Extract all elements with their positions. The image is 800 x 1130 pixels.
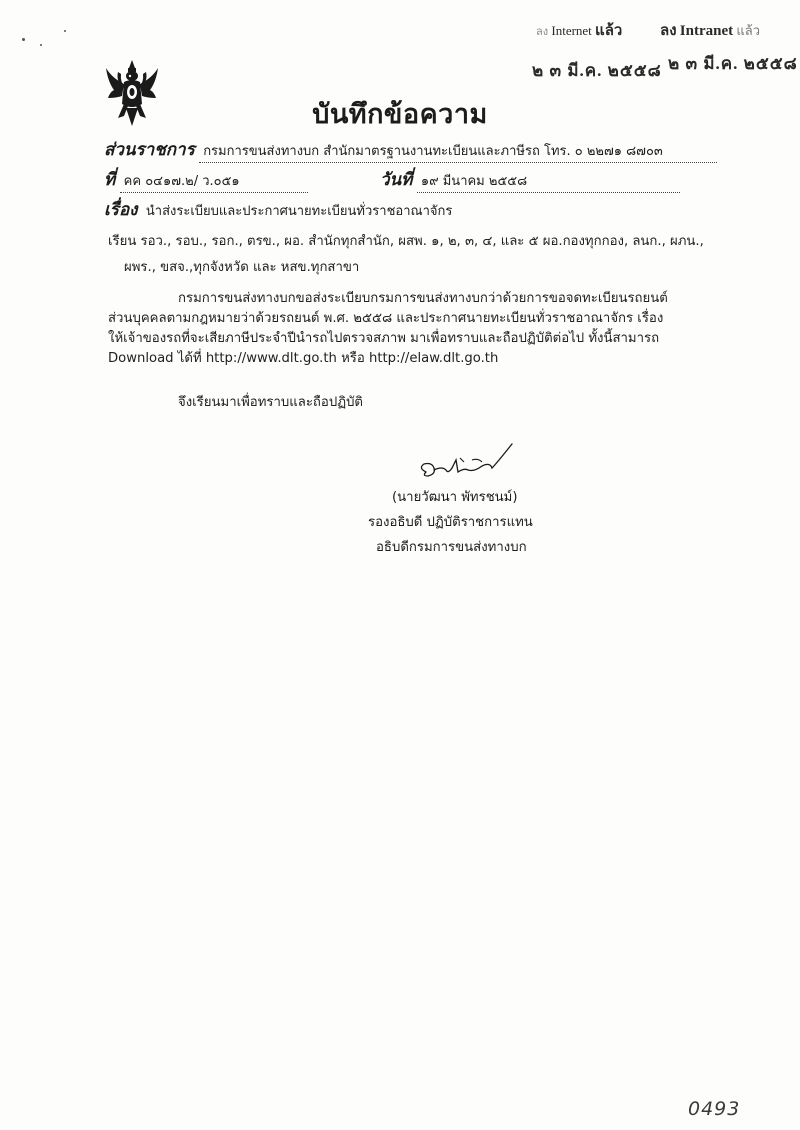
paragraph-line: ให้เจ้าของรถที่จะเสียภาษีประจำปีนำรถไปตรวจสภาพ มาเพื่อทราบและถือปฏิบัติต่อไป ทั้งนี้สามารถ [108, 331, 660, 346]
scan-speck [22, 38, 25, 41]
salutation-line-2: ผพร., ขสจ.,ทุกจังหวัด และ หสข.ทุกสาขา [124, 260, 360, 275]
subject-value: นำส่งระเบียบและประกาศนายทะเบียนทั่วราชอาณาจักร [145, 204, 453, 219]
date-value: ๑๙ มีนาคม ๒๕๕๘ [417, 170, 680, 193]
intranet-stamp-prefix: ลง [660, 23, 677, 39]
subject-row [104, 196, 690, 223]
signatory-position-1: รองอธิบดี ปฏิบัติราชการแทน [368, 515, 533, 530]
memo-title: บันทึกข้อความ [312, 99, 488, 130]
internet-stamp-prefix: ลง [536, 26, 549, 38]
signatory-name: (นายวัฒนา พัทรชนม์) [392, 490, 518, 505]
date-label: วันที่ [380, 170, 413, 190]
agency-row [104, 136, 717, 163]
date-block [380, 166, 680, 193]
intranet-stamp-label: Intranet [679, 23, 734, 39]
paragraph-line: Download ได้ที่ http://www.dlt.go.th หรือ http://elaw.dlt.go.th [108, 351, 499, 366]
paragraph-line: กรมการขนส่งทางบกขอส่งระเบียบกรมการขนส่งทางบกว่าด้วยการขอจดทะเบียนรถยนต์ [178, 291, 668, 306]
intranet-stamp-suffix: แล้ว [736, 23, 761, 38]
reference-label: ที่ [104, 170, 116, 190]
intranet-stamp [660, 18, 760, 42]
signatory-position-2: อธิบดีกรมการขนส่งทางบก [376, 540, 527, 555]
reference-value: คค ๐๔๑๗.๒/ ว.๐๕๑ [120, 170, 308, 193]
subject-label: เรื่อง [104, 200, 138, 220]
reference-row [104, 166, 704, 193]
closing-line: จึงเรียนมาเพื่อทราบและถือปฏิบัติ [178, 395, 363, 410]
internet-stamp-label: Internet [551, 23, 592, 38]
body-paragraph [108, 289, 696, 369]
intranet-stamp-date: ๒ ๓ มี.ค. ๒๕๕๘ [668, 54, 798, 73]
scan-speck [40, 44, 42, 46]
agency-value: กรมการขนส่งทางบก สำนักมาตรฐานงานทะเบียนและภาษีรถ โทร. ๐ ๒๒๗๑ ๘๗๐๓ [199, 140, 717, 163]
internet-stamp-date: ๒ ๓ มี.ค. ๒๕๕๘ [532, 61, 662, 80]
agency-label: ส่วนราชการ [104, 140, 195, 160]
scan-speck [64, 30, 66, 32]
handwritten-signature [412, 438, 522, 488]
paragraph-line: ส่วนบุคคลตามกฎหมายว่าด้วยรถยนต์ พ.ศ. ๒๕๕๘ และประกาศนายทะเบียนทั่วราชอาณาจักร เรื่อง [108, 311, 664, 326]
internet-stamp [536, 18, 622, 42]
page-number: 0493 [688, 1098, 741, 1120]
internet-stamp-suffix: แล้ว [595, 23, 623, 39]
salutation-line-1: เรียน รอว., รอบ., รอก., ตรข., ผอ. สำนักทุกสำนัก, ผสพ. ๑, ๒, ๓, ๔, และ ๕ ผอ.กองทุกกอง, ลนก., ผภน., [108, 234, 704, 249]
